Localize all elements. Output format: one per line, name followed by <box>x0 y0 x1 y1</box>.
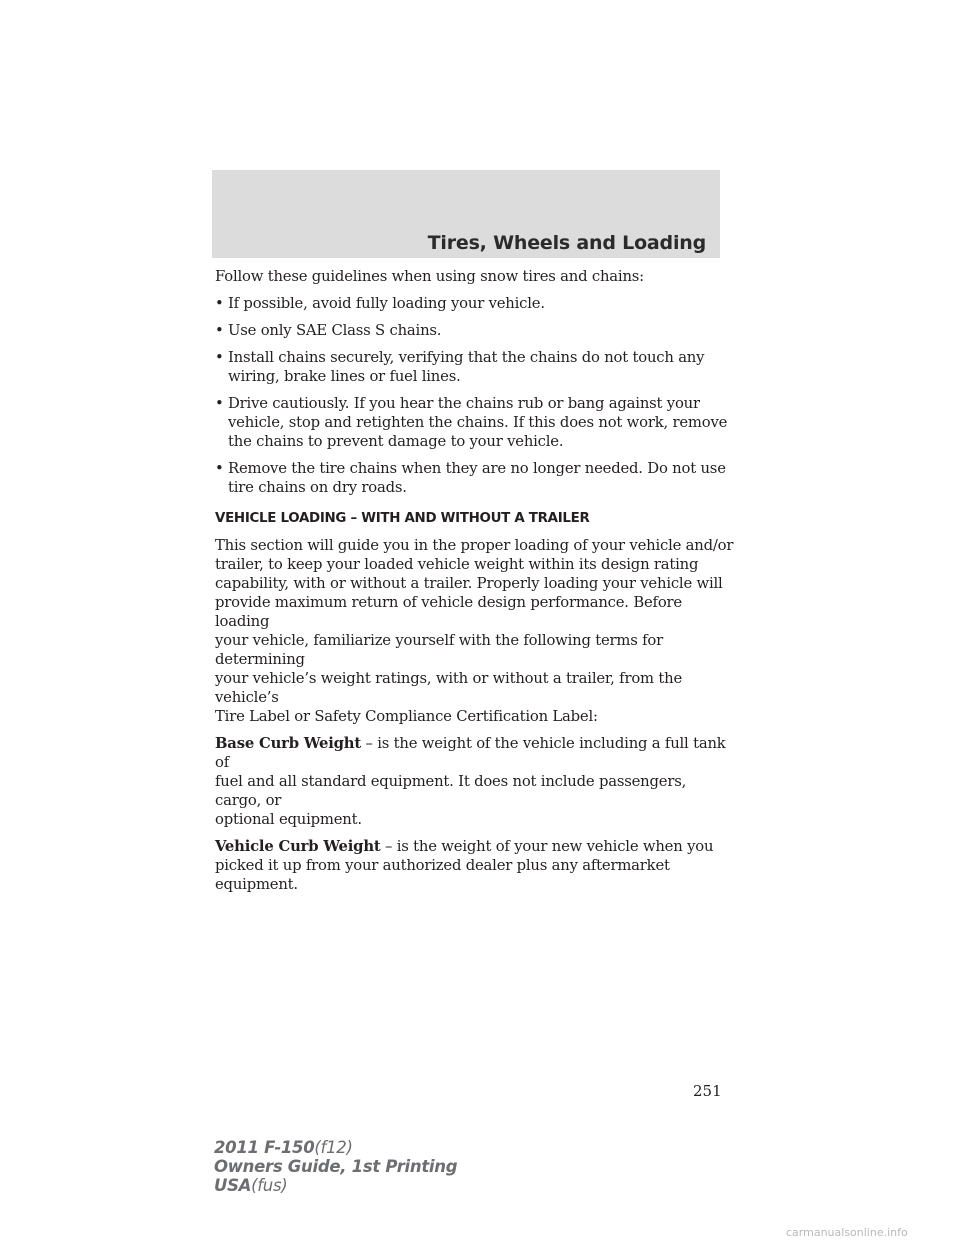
footer-code: (f12) <box>314 1138 353 1157</box>
bullet-icon: • <box>215 349 224 366</box>
section-title: Tires, Wheels and Loading <box>427 232 706 254</box>
definition-text: equipment. <box>215 876 298 893</box>
list-item-text: Install chains securely, verifying that the chains do not touch any <box>228 349 705 366</box>
paragraph-line: your vehicle, familiarize yourself with the following terms for determining <box>215 632 664 668</box>
list-item <box>215 459 735 497</box>
paragraph-line: trailer, to keep your loaded vehicle weight within its design rating <box>215 556 699 573</box>
footer-market: USA <box>214 1176 252 1195</box>
list-item <box>215 394 735 451</box>
paragraph-line: This section will guide you in the proper loading of your vehicle and/or <box>215 537 734 554</box>
definition-text: – is the weight of the vehicle including a full tank of <box>215 735 726 771</box>
paragraph-line: your vehicle’s weight ratings, with or without a trailer, from the vehicle’s <box>215 670 683 706</box>
paragraph-line: Tire Label or Safety Compliance Certification Label: <box>215 708 598 725</box>
intro-text: Follow these guidelines when using snow tires and chains: <box>215 268 644 285</box>
footer-edition: Owners Guide, 1st Printing <box>214 1157 458 1176</box>
section-paragraph <box>215 536 735 726</box>
definition-text: fuel and all standard equipment. It does not include passengers, cargo, or <box>215 773 687 809</box>
watermark-text: carmanualsonline.info <box>786 1226 908 1239</box>
bullet-icon: • <box>215 460 224 477</box>
definition-text: picked it up from your authorized dealer plus any aftermarket <box>215 857 670 874</box>
list-item-text: wiring, brake lines or fuel lines. <box>228 368 461 385</box>
list-item-text: Drive cautiously. If you hear the chains rub or bang against your <box>228 395 700 412</box>
footer-market-code: (fus) <box>251 1176 288 1195</box>
list-item-text: the chains to prevent damage to your vehicle. <box>228 433 564 450</box>
bullet-icon: • <box>215 295 224 312</box>
definition-term: Base Curb Weight <box>215 735 362 752</box>
list-item <box>215 321 735 340</box>
list-item-text: tire chains on dry roads. <box>228 479 407 496</box>
list-item-text: If possible, avoid fully loading your vehicle. <box>228 295 545 312</box>
paragraph-line: capability, with or without a trailer. Properly loading your vehicle will <box>215 575 723 592</box>
definition-text: – is the weight of your new vehicle when you <box>380 838 714 855</box>
guidelines-list <box>215 294 735 497</box>
page-content <box>215 267 735 902</box>
definition-base-curb-weight <box>215 734 735 829</box>
footer-model: 2011 F-150 <box>214 1138 315 1157</box>
list-item-text: vehicle, stop and retighten the chains. If this does not work, remove <box>228 414 728 431</box>
definition-vehicle-curb-weight <box>215 837 735 894</box>
list-item <box>215 348 735 386</box>
section-heading: VEHICLE LOADING – WITH AND WITHOUT A TRAILER <box>215 511 590 526</box>
list-item <box>215 294 735 313</box>
page-number: 251 <box>693 1082 722 1100</box>
definition-term: Vehicle Curb Weight <box>215 838 381 855</box>
section-header-band <box>212 170 720 258</box>
list-item-text: Use only SAE Class S chains. <box>228 322 442 339</box>
definition-text: optional equipment. <box>215 811 362 828</box>
list-item-text: Remove the tire chains when they are no longer needed. Do not use <box>228 460 726 477</box>
paragraph-line: provide maximum return of vehicle design performance. Before loading <box>215 594 682 630</box>
bullet-icon: • <box>215 322 224 339</box>
bullet-icon: • <box>215 395 224 412</box>
document-footer <box>214 1138 457 1195</box>
